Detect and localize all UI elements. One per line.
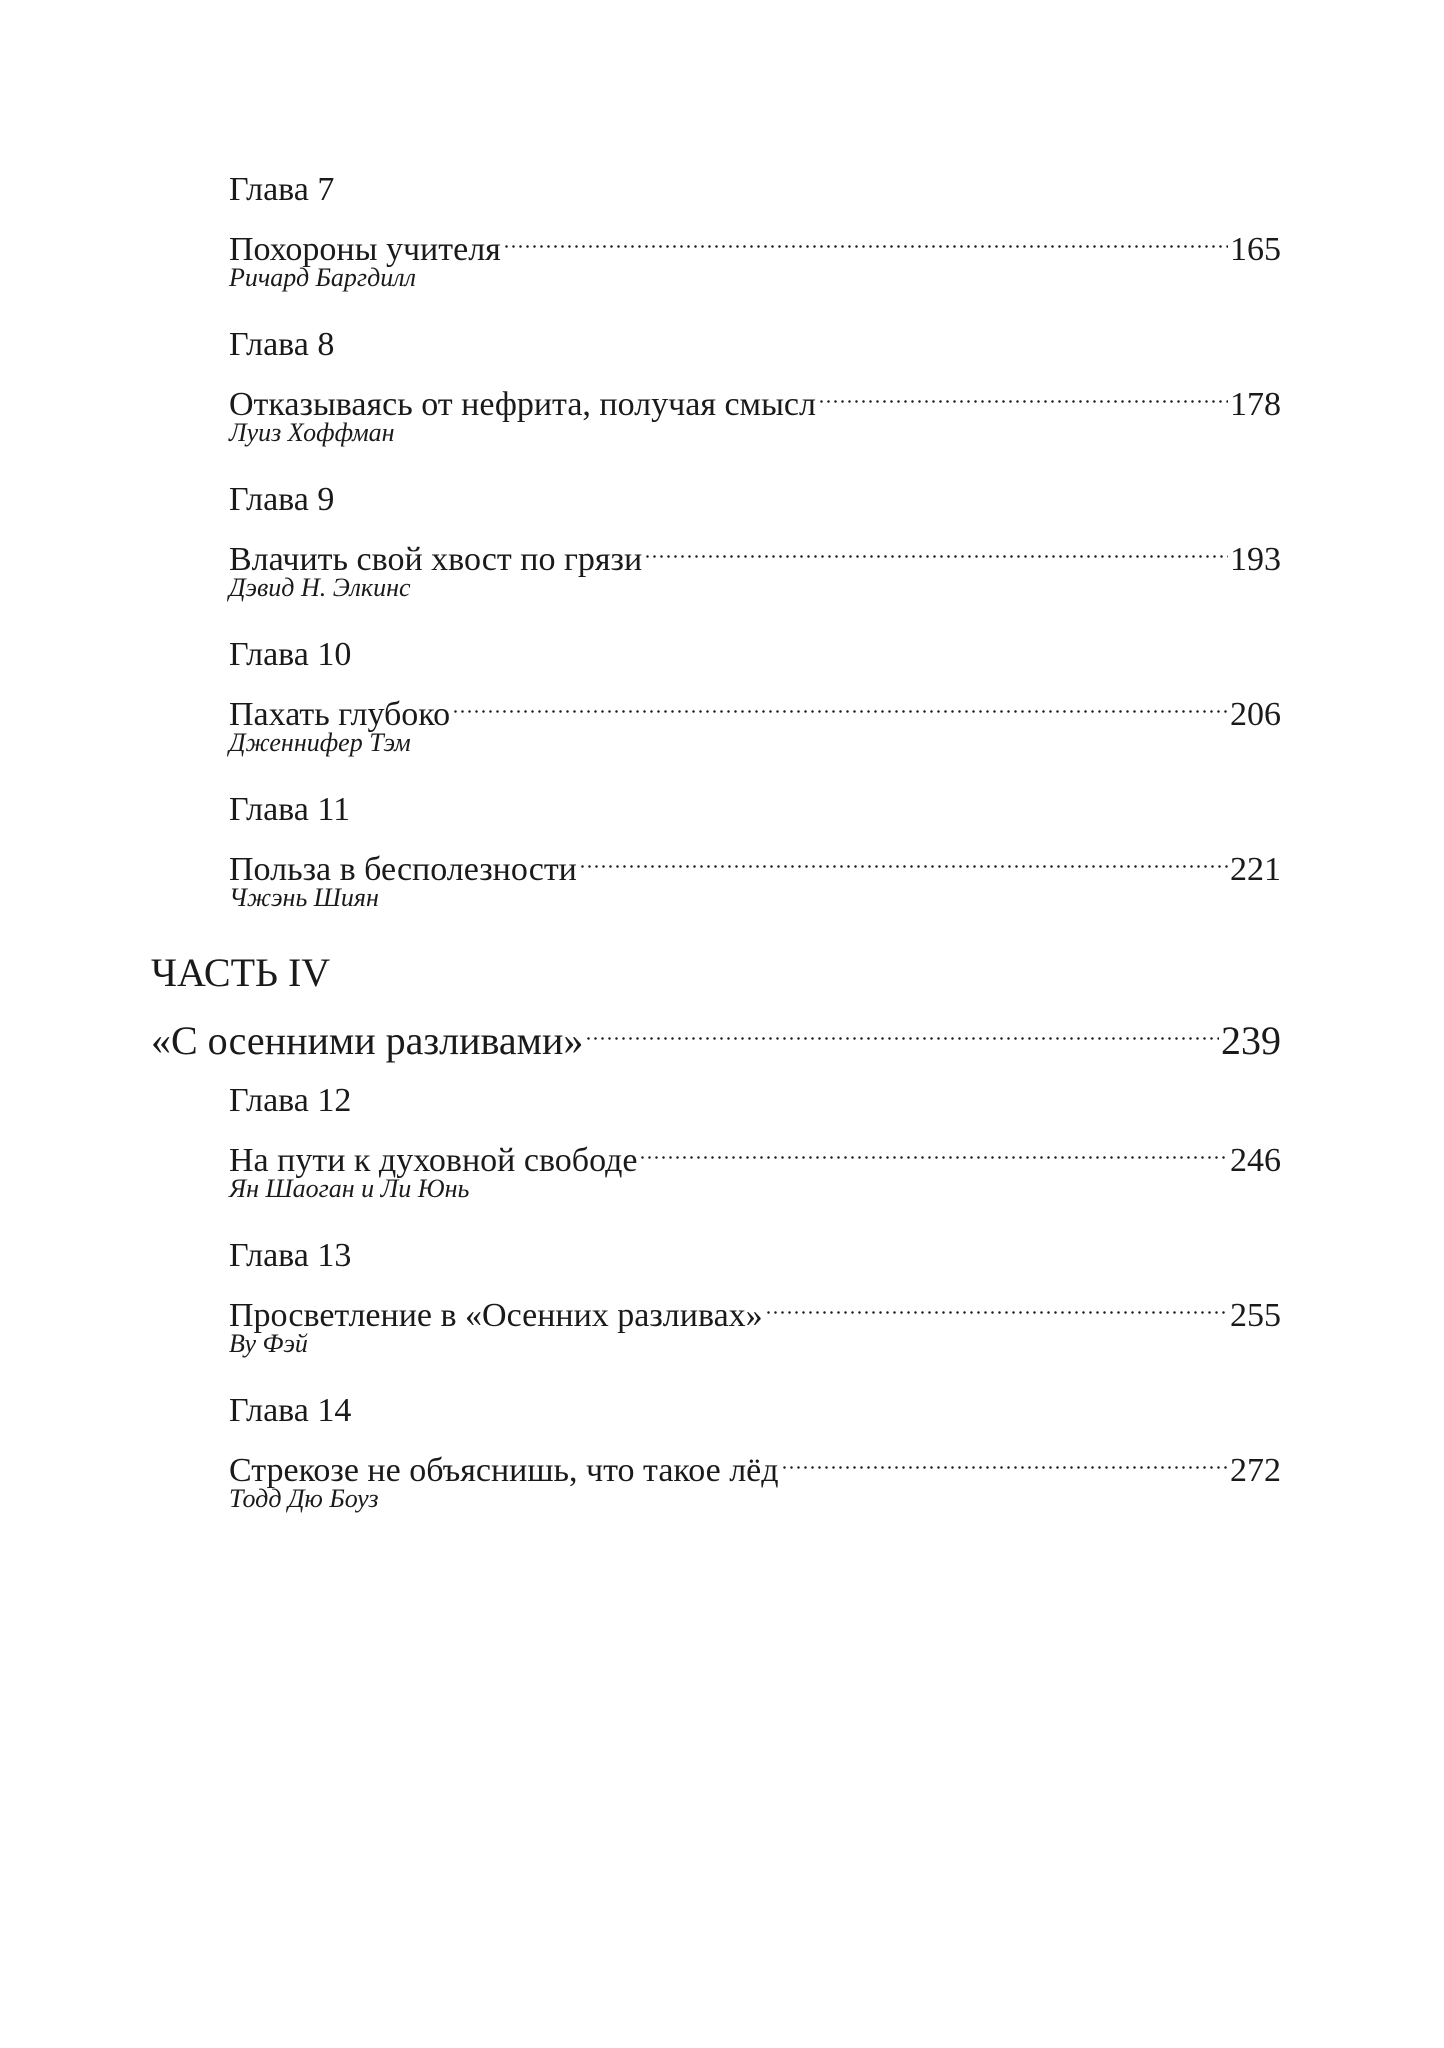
page-number: 246 [1230, 1142, 1281, 1179]
dot-leader [579, 832, 1228, 880]
chapter-author: Чжэнь Шиян [229, 883, 379, 912]
dot-leader [585, 998, 1219, 1054]
chapter-label: Глава 12 [229, 1082, 352, 1119]
dot-leader [503, 212, 1228, 260]
part-title-row [151, 998, 1281, 1063]
page-number: 178 [1230, 386, 1281, 423]
page-number: 239 [1221, 1018, 1281, 1063]
chapter-title-row [229, 1278, 1281, 1334]
dot-leader [452, 677, 1228, 725]
dot-leader [639, 1123, 1228, 1171]
chapter-label: Глава 10 [229, 636, 352, 673]
dot-leader [781, 1433, 1228, 1481]
chapter-title: Влачить свой хвост по грязи [229, 541, 643, 578]
chapter-title: Отказываясь от нефрита, получая смысл [229, 386, 816, 423]
toc-entry [229, 168, 1281, 296]
part-entry [151, 948, 1281, 1063]
page-number: 165 [1230, 231, 1281, 268]
chapter-title-row [229, 832, 1281, 888]
chapter-title-row [229, 212, 1281, 268]
chapter-label: Глава 7 [229, 171, 335, 208]
chapter-title: На пути к духовной свободе [229, 1142, 638, 1179]
chapter-label: Глава 14 [229, 1392, 352, 1429]
chapter-author: Ву Фэй [229, 1329, 308, 1358]
dot-leader [765, 1278, 1228, 1326]
chapter-title: Польза в бесполезности [229, 851, 577, 888]
toc-entry [229, 788, 1281, 916]
chapter-title-row [229, 677, 1281, 733]
part-title: «С осенними разливами» [151, 1018, 584, 1063]
toc-entry [229, 633, 1281, 761]
chapter-author: Дэвид Н. Элкинс [229, 573, 411, 602]
chapter-label: Глава 11 [229, 791, 351, 828]
chapter-author: Дженнифер Тэм [229, 728, 411, 757]
page-number: 255 [1230, 1297, 1281, 1334]
chapter-title-row [229, 367, 1281, 423]
chapter-title: Просветление в «Осенних разливах» [229, 1297, 763, 1334]
chapter-author: Ричард Баргдилл [229, 263, 416, 292]
dot-leader [644, 522, 1228, 570]
chapter-title-row [229, 1433, 1281, 1489]
toc-entry [229, 1234, 1281, 1362]
chapter-author: Ян Шаоган и Ли Юнь [229, 1174, 470, 1203]
chapter-label: Глава 9 [229, 481, 335, 518]
chapter-title: Стрекозе не объяснишь, что такое лёд [229, 1452, 779, 1489]
chapter-author: Луиз Хоффман [229, 418, 395, 447]
chapter-author: Тодд Дю Боуз [229, 1484, 379, 1513]
toc-entry [229, 323, 1281, 451]
chapter-title-row [229, 522, 1281, 578]
page-number: 221 [1230, 851, 1281, 888]
toc-entry [229, 1079, 1281, 1207]
chapter-title-row [229, 1123, 1281, 1179]
page-number: 206 [1230, 696, 1281, 733]
chapter-label: Глава 8 [229, 326, 335, 363]
page-number: 272 [1230, 1452, 1281, 1489]
chapter-title: Пахать глубоко [229, 696, 451, 733]
toc-entry [229, 1389, 1281, 1517]
chapter-title: Похороны учителя [229, 231, 501, 268]
dot-leader [818, 367, 1228, 415]
chapter-label: Глава 13 [229, 1237, 352, 1274]
part-label: ЧАСТЬ IV [151, 950, 331, 995]
toc-entry [229, 478, 1281, 606]
page-number: 193 [1230, 541, 1281, 578]
